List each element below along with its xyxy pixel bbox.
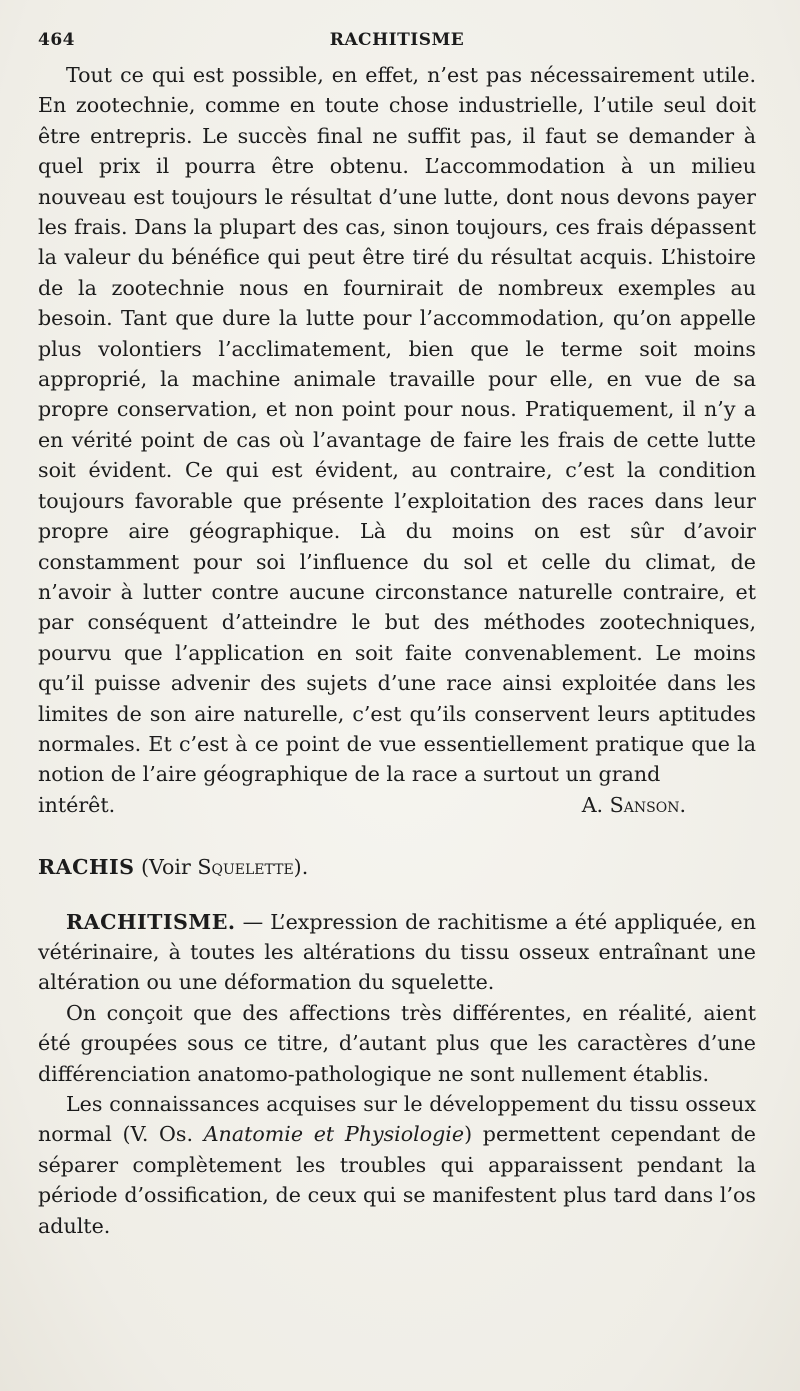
running-title: RACHITISME (329, 30, 465, 50)
italic-reference: Anatomie et Physiologie (203, 1122, 465, 1147)
previous-article (38, 60, 756, 820)
entry-paragraph (38, 1089, 756, 1241)
closing-line (38, 790, 756, 820)
entry-headword: RACHIS (38, 855, 135, 880)
paragraph-text: ) permettent cependant de séparer complètement les troubles qui apparaissent pendant la période d’ossification, de ceux qui se manifestent plus tard dans l’os adulte. (38, 1122, 756, 1238)
author-signature: A. Sanson. (581, 792, 686, 817)
running-header (38, 30, 756, 60)
paragraph-text: Les connaissances acquises sur le développement du tissu osseux normal (V. Os. (38, 1092, 756, 1147)
page-number: 464 (38, 30, 75, 50)
entry-headword: RACHITISME. (66, 909, 236, 934)
entry-first-paragraph (38, 907, 756, 998)
closing-word: intérêt. (38, 792, 116, 817)
entry-rachis (38, 852, 756, 882)
entry-rachitisme (38, 907, 756, 1241)
reference-open: (Voir (134, 855, 198, 880)
paragraph-text: — L’expression de rachitisme a été appliquée, en vétérinaire, à toutes les altérations du tissu osseux entraînant une altération ou une déformation du squelette. (38, 909, 756, 995)
cross-reference-link[interactable]: Squelette (197, 855, 294, 880)
article-paragraph: Tout ce qui est possible, en effet, n’est pas nécessairement utile. En zootechnie, comme en toute chose industrielle, l’utile seul doit être entrepris. Le succès final ne suffit pas, il faut se demander à quel prix il pourra être obtenu. L’accommodation à un milieu nouveau est toujours le résultat d’une lutte, dont nous devons payer les frais. Dans la plupart des cas, sinon toujours, ces frais dépassent la valeur du bénéfice qui peut être tiré du résultat acquis. L’histoire de la zootechnie nous en fournirait de nombreux exemples au besoin. Tant que dure la lutte pour l’accommodation, qu’on appelle plus volontiers l’acclimatement, bien que le terme soit moins approprié, la machine animale travaille pour elle, en vue de sa propre conservation, et non point pour nous. Pratiquement, il n’y a en vérité point de cas où l’avantage de faire les frais de cette lutte soit évident. Ce qui est évident, au contraire, c’est la condition toujours favorable que présente l’exploitation des races dans leur propre aire géographique. Là du moins on est sûr d’avoir constamment pour soi l’influence du sol et celle du climat, de n’avoir à lutter contre aucune circonstance naturelle contraire, et par conséquent d’atteindre le but des méthodes zootechniques, pourvu que l’application en soit faite convenablement. Le moins qu’il puisse advenir des sujets d’une race ainsi exploitée dans les limites de son aire naturelle, c’est qu’ils conservent leurs aptitudes normales. Et c’est à ce point de vue essentiellement pratique que la notion de l’aire géographique de la race a surtout un grand (38, 63, 756, 787)
entry-paragraph: On conçoit que des affections très différentes, en réalité, aient été groupées sous ce titre, d’autant plus que les caractères d’une différenciation anatomo-pathologique ne sont nullement établis. (38, 1000, 756, 1086)
reference-close: ). (293, 855, 309, 880)
